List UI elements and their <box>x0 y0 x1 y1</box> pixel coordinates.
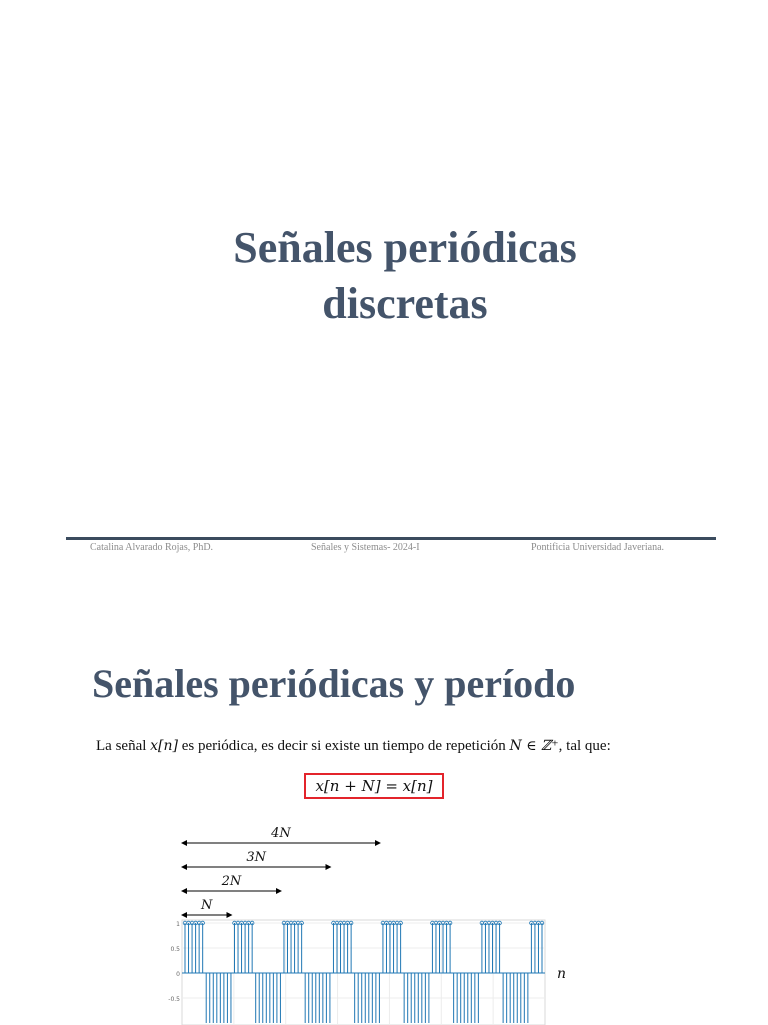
title-line-1: Señales periódicas <box>233 223 577 272</box>
y-tick-label: -0.5 <box>168 996 180 1003</box>
period-label-2n: 2N <box>221 874 242 889</box>
para-text-2: es periódica, es decir si existe un tiempo de repetición <box>177 738 510 754</box>
definition-paragraph <box>96 736 656 756</box>
signal-symbol: x[n] <box>150 738 178 754</box>
title-line-2: discretas <box>322 279 488 328</box>
period-arrows <box>182 826 380 915</box>
footer-course: Señales y Sistemas- 2024-I <box>311 542 420 553</box>
content-slide <box>0 560 768 1024</box>
para-text-3: , tal que: <box>558 738 611 754</box>
para-text-1: La señal <box>96 738 151 754</box>
slide-title <box>130 220 680 332</box>
axis-label-n: n <box>557 966 567 982</box>
y-tick-label: 0.5 <box>170 946 180 953</box>
slide-title: Señales periódicas y período <box>92 661 576 706</box>
period-label-4n: 4N <box>271 826 291 841</box>
period-label-1n: N <box>201 898 213 913</box>
y-tick-label: 0 <box>176 971 180 978</box>
period-condition: N ∈ ℤ⁺ <box>509 738 559 754</box>
footer-divider <box>66 537 716 540</box>
periodicity-equation: x[n + N] = x[n] <box>304 773 444 799</box>
period-label-3n: 3N <box>246 850 267 865</box>
periodic-signal-figure <box>160 805 580 1025</box>
footer-institution: Pontificia Universidad Javeriana. <box>531 542 665 553</box>
y-tick-label: 1 <box>176 921 180 928</box>
stem-series <box>182 921 545 1023</box>
footer-author: Catalina Alvarado Rojas, PhD. <box>90 542 214 553</box>
